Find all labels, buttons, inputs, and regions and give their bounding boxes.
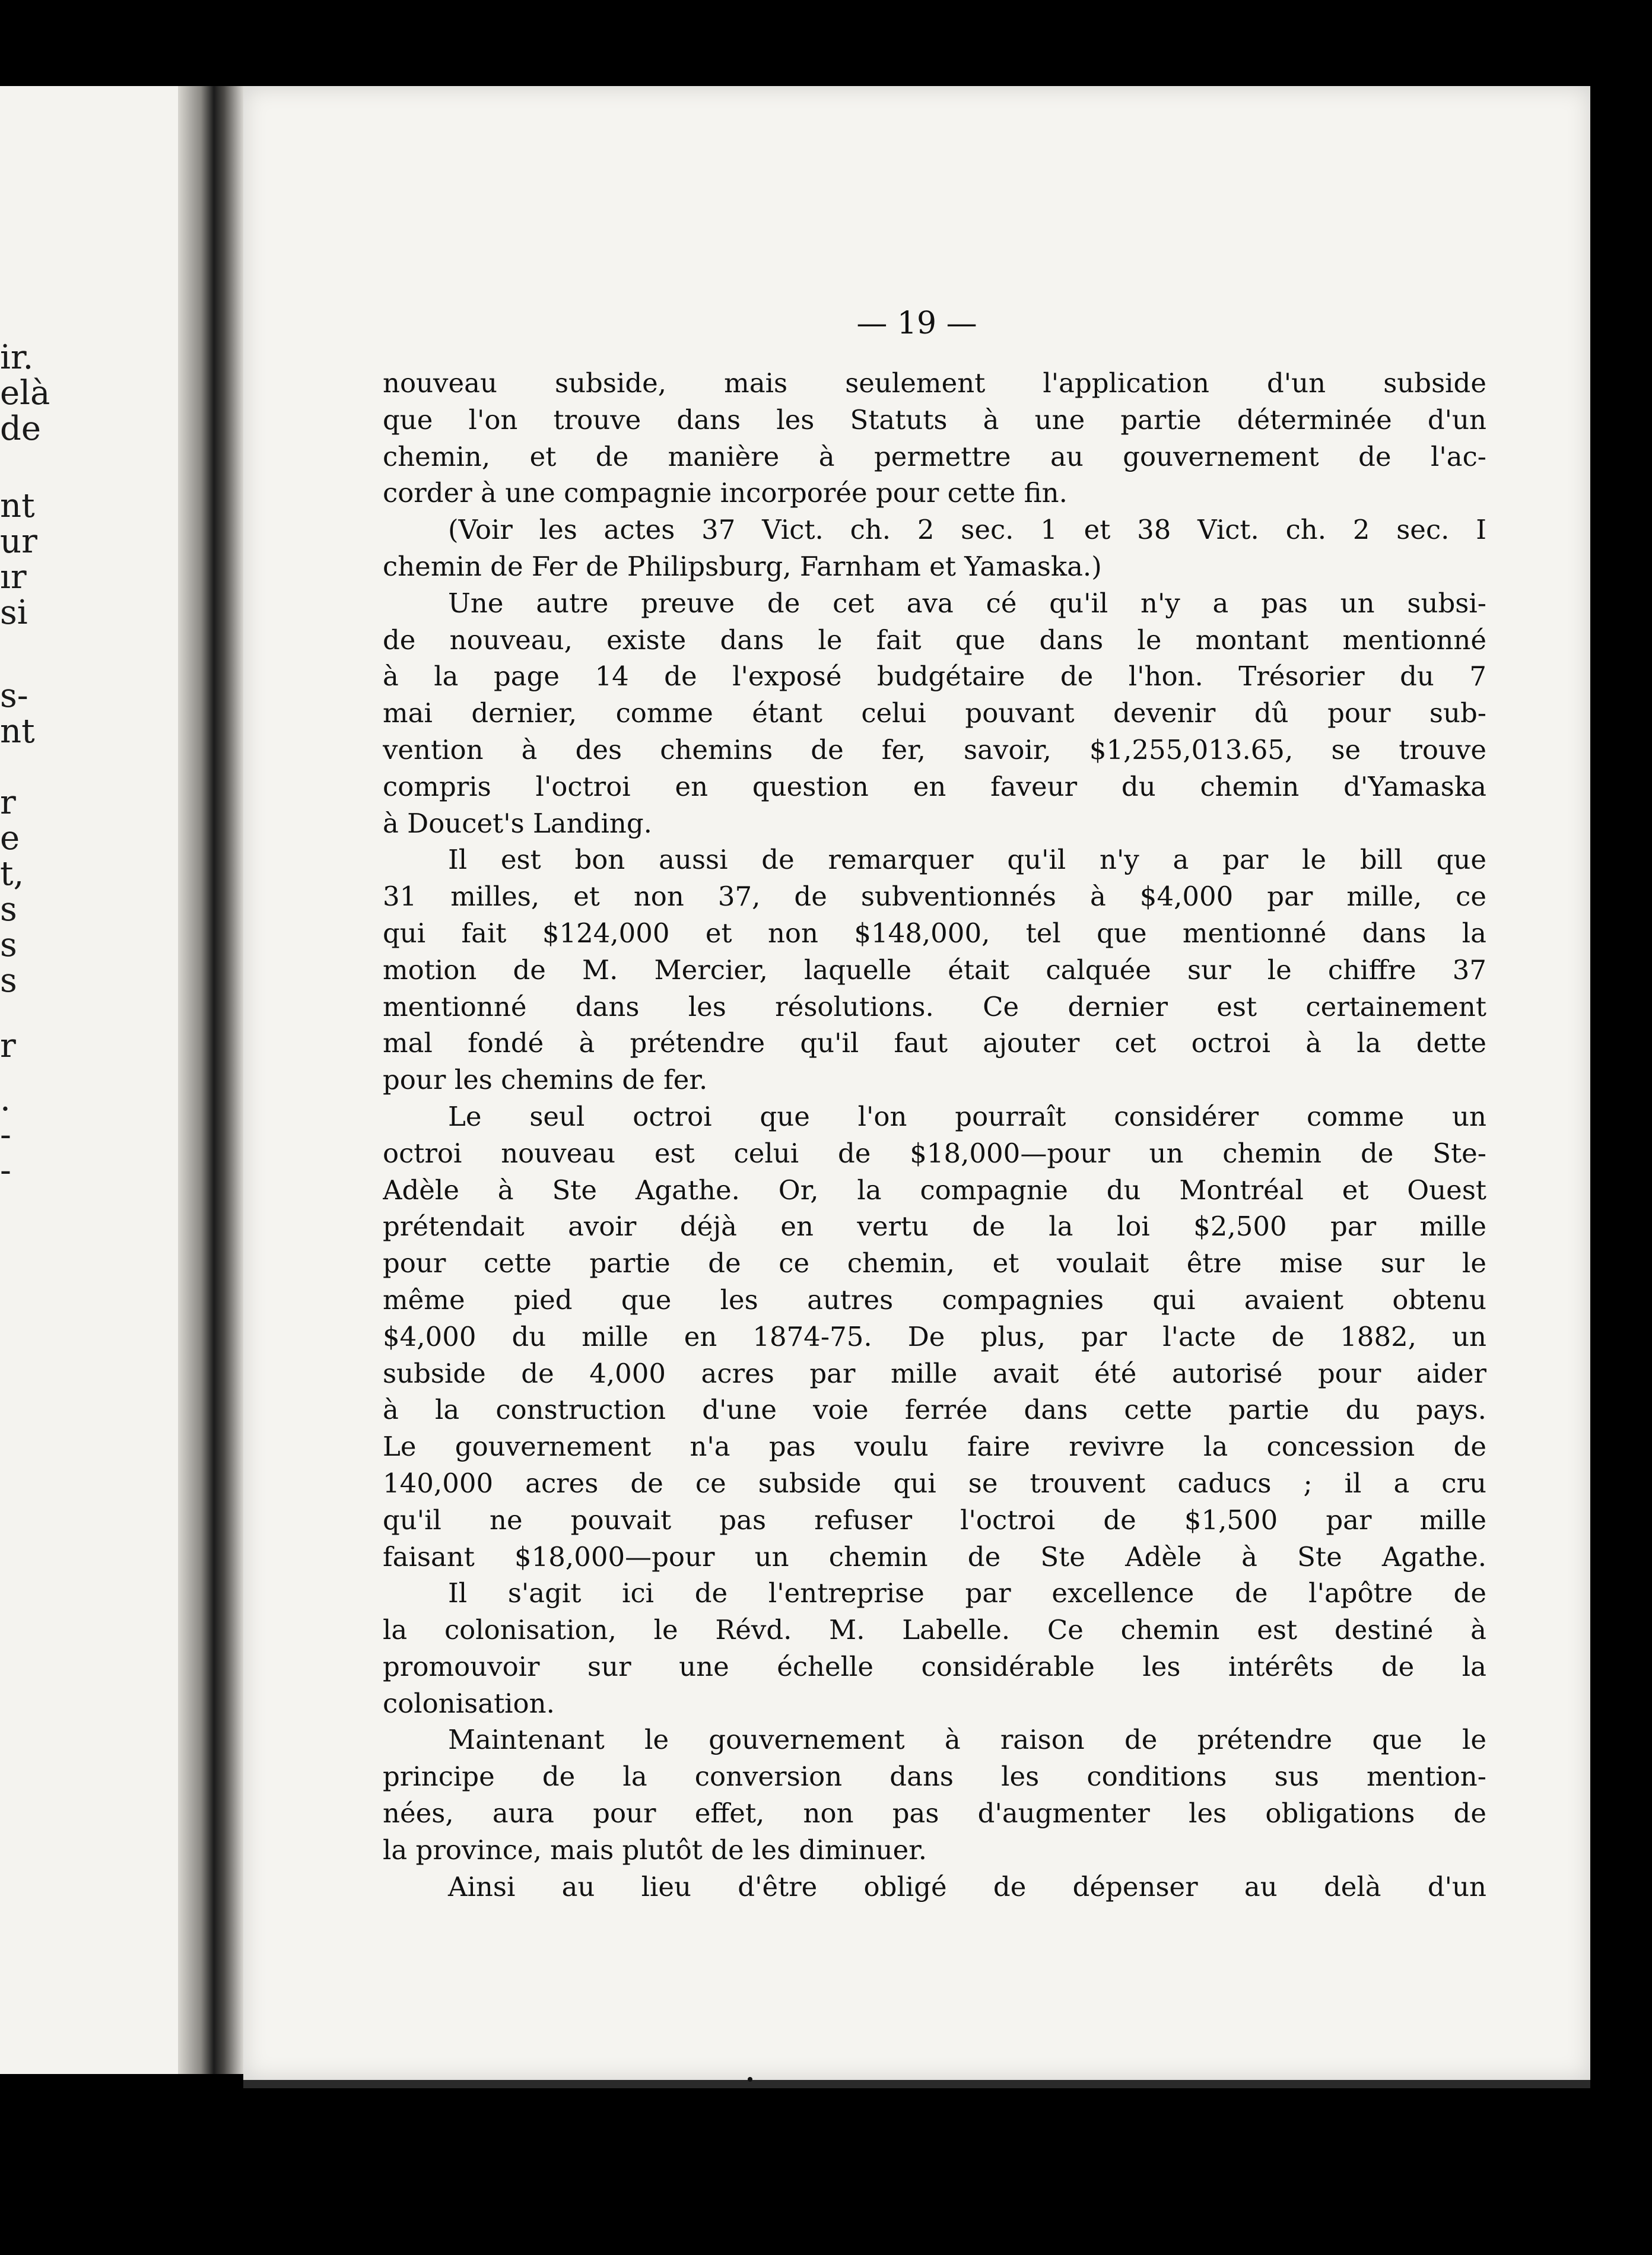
edge-fragment: de [0,409,41,448]
edge-fragment: nt [0,487,35,525]
text-line: Il est bon aussi de remarquer qu'il n'y a par le bill que [448,844,1486,876]
book-gutter [178,86,243,2074]
text-line: 31 milles, et non 37, de subventionnés à $4,000 par mille, ce [383,881,1486,913]
text-line: motion de M. Mercier, laquelle était calquée sur le chiffre 37 [383,954,1486,986]
edge-fragment: r [0,1027,16,1065]
edge-fragment: ur [0,522,37,561]
text-line: faisant $18,000—pour un chemin de Ste Adèle à Ste Agathe. [383,1541,1486,1573]
text-line: Adèle à Ste Agathe. Or, la compagnie du Montréal et Ouest [383,1174,1486,1206]
text-line: que l'on trouve dans les Statuts à une partie déterminée d'un [383,404,1486,436]
text-line: Le gouvernement n'a pas voulu faire revivre la concession de [383,1431,1486,1463]
text-line: la province, mais plutôt de les diminuer. [383,1834,927,1866]
text-line: chemin de Fer de Philipsburg, Farnham et Yamaska.) [383,550,1102,582]
document-page [243,86,1590,2080]
text-line: octroi nouveau est celui de $18,000—pour un chemin de Ste- [383,1137,1486,1169]
text-line: même pied que les autres compagnies qui avaient obtenu [383,1284,1486,1316]
text-line: à la construction d'une voie ferrée dans cette partie du pays. [383,1394,1486,1426]
edge-fragment: ir. [0,338,34,377]
text-line: 140,000 acres de ce subside qui se trouvent caducs ; il a cru [383,1467,1486,1499]
edge-fragment: s [0,961,17,1000]
text-line: compris l'octroi en question en faveur du chemin d'Yamaska [383,770,1486,802]
text-line: qui fait $124,000 et non $148,000, tel que mentionné dans la [383,917,1486,949]
text-line: la colonisation, le Révd. M. Labelle. Ce chemin est destiné à [383,1614,1486,1646]
text-line: nouveau subside, mais seulement l'application d'un subside [383,367,1486,399]
text-line: subside de 4,000 acres par mille avait été autorisé pour aider [383,1357,1486,1389]
edge-fragment: s- [0,676,28,715]
text-line: de nouveau, existe dans le fait que dans le montant mentionné [383,624,1486,656]
text-line: principe de la conversion dans les conditions sus mention- [383,1761,1486,1793]
edge-fragment: elà [0,374,50,412]
text-line: Il s'agit ici de l'entreprise par excellence de l'apôtre de [448,1577,1486,1609]
edge-fragment: s [0,926,17,964]
ink-speck [748,2077,752,2082]
text-line: mentionné dans les résolutions. Ce dernier est certainement [383,990,1486,1022]
text-line: chemin, et de manière à permettre au gouvernement de l'ac- [383,440,1486,472]
edge-fragment: . [0,1080,11,1119]
text-line: pour les chemins de fer. [383,1064,708,1096]
text-line: mai dernier, comme étant celui pouvant devenir dû pour sub- [383,697,1486,729]
edge-fragment: e [0,819,20,857]
text-line: à la page 14 de l'exposé budgétaire de l'hon. Trésorier du 7 [383,660,1486,693]
edge-fragment: si [0,593,28,632]
text-line: à Doucet's Landing. [383,807,652,839]
edge-fragment: - [0,1151,11,1190]
text-line: Ainsi au lieu d'être obligé de dépenser au delà d'un [448,1870,1486,1903]
text-line: vention à des chemins de fer, savoir, $1,255,013.65, se trouve [383,733,1486,766]
edge-fragment: r [0,783,16,822]
text-line: nées, aura pour effet, non pas d'augmenter les obligations de [383,1797,1486,1830]
text-line: corder à une compagnie incorporée pour cette fin. [383,477,1068,509]
text-line: Maintenant le gouvernement à raison de prétendre que le [448,1724,1486,1756]
text-line: promouvoir sur une échelle considérable les intérêts de la [383,1650,1486,1682]
text-line: Le seul octroi que l'on pourraît considérer comme un [448,1100,1486,1132]
text-line: Une autre preuve de cet ava cé qu'il n'y a pas un subsi- [448,587,1486,619]
edge-fragment: - [0,1116,11,1154]
text-line: mal fondé à prétendre qu'il faut ajouter cet octroi à la dette [383,1027,1486,1059]
edge-fragment: s [0,890,17,929]
page-number: — 19 — [856,306,977,341]
page-bottom-edge [243,2080,1590,2088]
text-line: prétendait avoir déjà en vertu de la loi $2,500 par mille [383,1211,1486,1243]
edge-fragment: ır [0,558,27,596]
text-line: $4,000 du mille en 1874-75. De plus, par l'acte de 1882, un [383,1320,1486,1352]
edge-fragment: t, [0,855,24,893]
text-line: qu'il ne pouvait pas refuser l'octroi de $1,500 par mille [383,1504,1486,1536]
text-line: colonisation. [383,1687,555,1719]
body-text [383,365,1486,1905]
previous-page-text-fragments [0,86,71,2074]
edge-fragment: nt [0,712,35,751]
text-line: pour cette partie de ce chemin, et voulait être mise sur le [383,1247,1486,1279]
text-line: (Voir les actes 37 Vict. ch. 2 sec. 1 et 38 Vict. ch. 2 sec. I [448,514,1486,546]
